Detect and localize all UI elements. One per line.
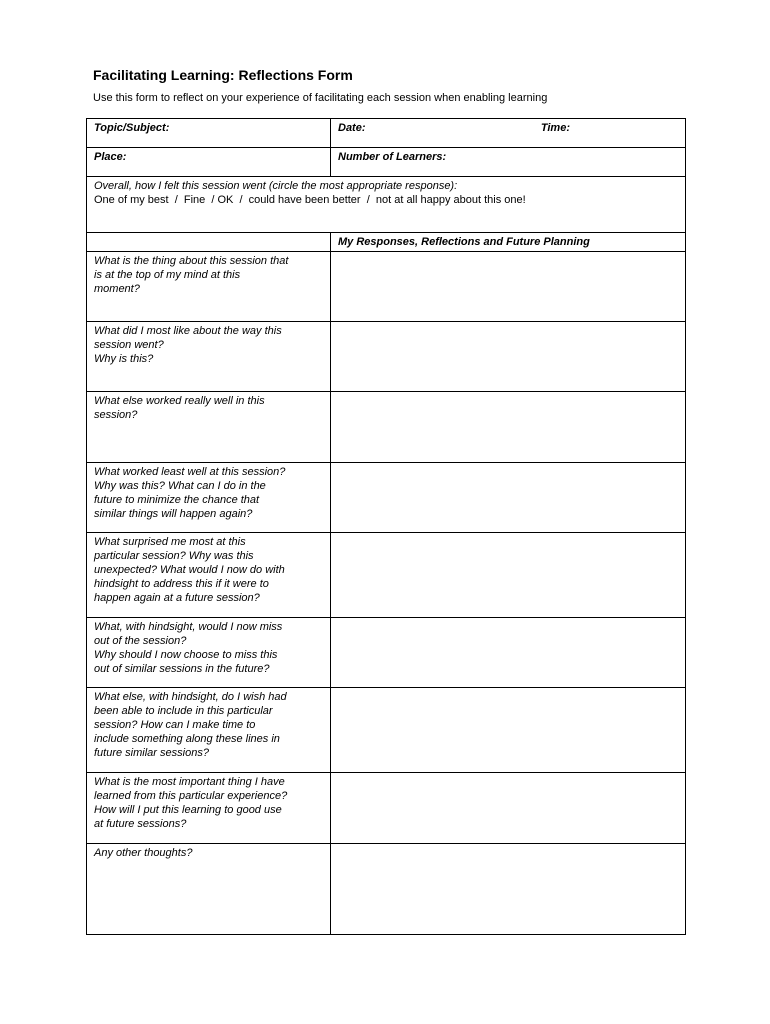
response-cell[interactable] (331, 618, 686, 688)
place-cell[interactable] (87, 148, 331, 177)
overall-prompt: Overall, how I felt this session went (circle the most appropriate response): (94, 180, 458, 192)
question-text: What is the most important thing I have learned from this particular experience? How will I put this learning to good use at future sessions? (87, 773, 331, 844)
question-row (87, 252, 686, 322)
question-row (87, 773, 686, 844)
form-subtitle: Use this form to reflect on your experience of facilitating each session when enabling learning (93, 92, 548, 104)
topic-cell[interactable] (87, 119, 331, 148)
question-row (87, 392, 686, 463)
place-label: Place: (94, 151, 127, 163)
question-text: What else, with hindsight, do I wish had been able to include in this particular session? How can I make time to include something along these lines in future similar sessions? (87, 688, 331, 773)
response-cell[interactable] (331, 773, 686, 844)
response-cell[interactable] (331, 844, 686, 935)
question-text: What is the thing about this session that is at the top of my mind at this moment? (87, 252, 331, 322)
overall-row (87, 177, 686, 233)
question-text: Any other thoughts? (87, 844, 331, 935)
responses-header: My Responses, Reflections and Future Planning (331, 233, 686, 252)
question-row (87, 463, 686, 533)
learners-label: Number of Learners: (338, 151, 447, 163)
question-text: What, with hindsight, would I now miss out of the session? Why should I now choose to miss this out of similar sessions in the future? (87, 618, 331, 688)
question-row (87, 322, 686, 392)
question-row (87, 844, 686, 935)
overall-cell[interactable] (87, 177, 686, 233)
question-row (87, 688, 686, 773)
question-text: What surprised me most at this particular session? Why was this unexpected? What would I now do with hindsight to address this if it were to happen again at a future session? (87, 533, 331, 618)
time-label: Time: (540, 122, 570, 134)
reflections-table (86, 118, 686, 935)
learners-cell[interactable] (331, 148, 686, 177)
question-text: What worked least well at this session? Why was this? What can I do in the future to minimize the chance that similar things will happen again? (87, 463, 331, 533)
responses-header-row (87, 233, 686, 252)
question-row (87, 618, 686, 688)
question-row (87, 533, 686, 618)
date-label: Date: (338, 122, 366, 134)
topic-label: Topic/Subject: (94, 122, 170, 134)
form-title: Facilitating Learning: Reflections Form (93, 67, 353, 83)
question-text: What else worked really well in this session? (87, 392, 331, 463)
response-cell[interactable] (331, 392, 686, 463)
response-cell[interactable] (331, 322, 686, 392)
response-cell[interactable] (331, 533, 686, 618)
date-time-cell[interactable] (331, 119, 686, 148)
place-learners-row (87, 148, 686, 177)
response-cell[interactable] (331, 463, 686, 533)
response-cell[interactable] (331, 252, 686, 322)
response-cell[interactable] (331, 688, 686, 773)
overall-options: One of my best / Fine / OK / could have been better / not at all happy about this one! (94, 194, 526, 206)
question-text: What did I most like about the way this session went? Why is this? (87, 322, 331, 392)
topic-date-row (87, 119, 686, 148)
responses-header-blank (87, 233, 331, 252)
